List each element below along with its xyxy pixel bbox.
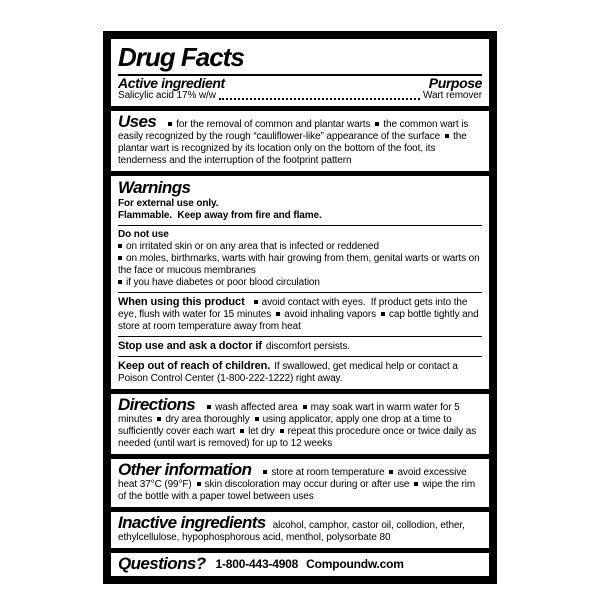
inactive-ingredients-text: alcohol, camphor, castor oil, collodion, ether, ethylcellulose, hypophosphorous acid, menthol, polysorbate 80 [118, 520, 468, 543]
section-directions [111, 394, 489, 454]
stop-use-text: discomfort persists. [265, 341, 351, 352]
other-information-item: wipe the rim of the bottle with a paper towel between uses [118, 479, 478, 502]
bullet-icon [118, 280, 122, 284]
do-not-use-bullet [118, 277, 482, 289]
warnings-title: Warnings [118, 178, 191, 197]
directions-item: may soak wart in warm water for 5 minutes [118, 402, 463, 425]
questions-phone: 1-800-443-4908 [215, 556, 299, 571]
questions-row [118, 555, 482, 572]
directions-item: dry area thoroughly [152, 414, 249, 425]
active-ingredient-heading: Active ingredient [118, 75, 225, 91]
directions-item: wash affected area [202, 402, 298, 413]
other-information-title: Other information [118, 460, 252, 479]
other-information-item: avoid excessive heat 37°C (99°F) [118, 467, 470, 490]
do-not-use-heading: Do not use [118, 229, 169, 240]
section-uses [111, 111, 489, 171]
purpose-value: Wart remover [423, 90, 482, 101]
dot-leader [219, 98, 420, 100]
keep-out-text: If swallowed, get medical help or contact a Poison Control Center (1-800-222-1222) right away. [118, 361, 461, 384]
when-using-heading: When using this product [118, 296, 245, 308]
other-information-paragraph [118, 461, 482, 503]
uses-title: Uses [118, 112, 157, 131]
when-using-item: cap bottle tightly and store at room temperature away from heat [118, 309, 482, 332]
bullet-icon [118, 256, 122, 260]
when-using-item: avoid contact with eyes. If product gets into the eye, flush with water for 15 minutes [118, 297, 471, 320]
external-use-line: For external use only. [118, 198, 219, 209]
divider [118, 225, 482, 226]
section-inactive-ingredients [111, 512, 489, 548]
bullet-text: if you have diabetes or poor blood circulation [126, 277, 320, 288]
questions-title: Questions? [118, 554, 206, 573]
section-questions [111, 553, 489, 576]
divider [118, 356, 482, 357]
purpose-heading: Purpose [428, 75, 482, 91]
do-not-use-bullet [118, 241, 482, 253]
directions-item: using applicator, apply one drop at a time to sufficiently cover each wart [118, 414, 455, 437]
inactive-ingredients-title: Inactive ingredients [118, 513, 266, 532]
divider [118, 292, 482, 293]
uses-item: the plantar wart is recognized by its location only on the bottom of the foot, its tenderness and the interruption of the footprint pattern [118, 131, 470, 166]
do-not-use-bullet [118, 253, 482, 277]
when-using-paragraph [118, 296, 482, 333]
drug-facts-title: Drug Facts [118, 42, 244, 72]
active-ingredient-name: Salicylic acid 17% w/w [118, 90, 216, 101]
other-information-item: store at room temperature [258, 467, 384, 478]
bullet-text: on irritated skin or on any area that is infected or reddened [126, 241, 379, 252]
stop-use-heading: Stop use and ask a doctor if [118, 340, 262, 352]
section-header [111, 39, 489, 106]
section-warnings [111, 176, 489, 389]
drug-facts-label [103, 31, 497, 584]
flammable-line: Flammable. Keep away from fire and flame. [118, 210, 322, 221]
keep-out-paragraph [118, 360, 482, 385]
uses-item: for the removal of common and plantar warts [163, 119, 370, 130]
section-other-information [111, 459, 489, 507]
stop-use-paragraph [118, 340, 482, 353]
inactive-ingredients-paragraph [118, 514, 482, 544]
divider [118, 336, 482, 337]
directions-item: repeat this procedure once or twice daily as needed (until wart is removed) for up to 12 weeks [118, 426, 479, 449]
uses-paragraph [118, 113, 482, 167]
directions-title: Directions [118, 395, 196, 414]
active-ingredient-header-row [118, 77, 482, 89]
bullet-text: on moles, birthmarks, warts with hair growing from them, genital warts or warts on the face or mucous membranes [118, 253, 483, 276]
active-ingredient-row [118, 90, 482, 102]
uses-item: the common wart is easily recognized by the rough “cauliflower-like” appearance of the surface [118, 119, 471, 142]
directions-item: let dry [235, 426, 275, 437]
bullet-icon [118, 244, 122, 248]
when-using-item: avoid inhaling vapors [271, 309, 376, 320]
keep-out-heading: Keep out of reach of children. [118, 360, 271, 372]
questions-website: Compoundw.com [306, 556, 404, 571]
other-information-item: skin discoloration may occur during or after use [192, 479, 410, 490]
directions-paragraph [118, 396, 482, 450]
